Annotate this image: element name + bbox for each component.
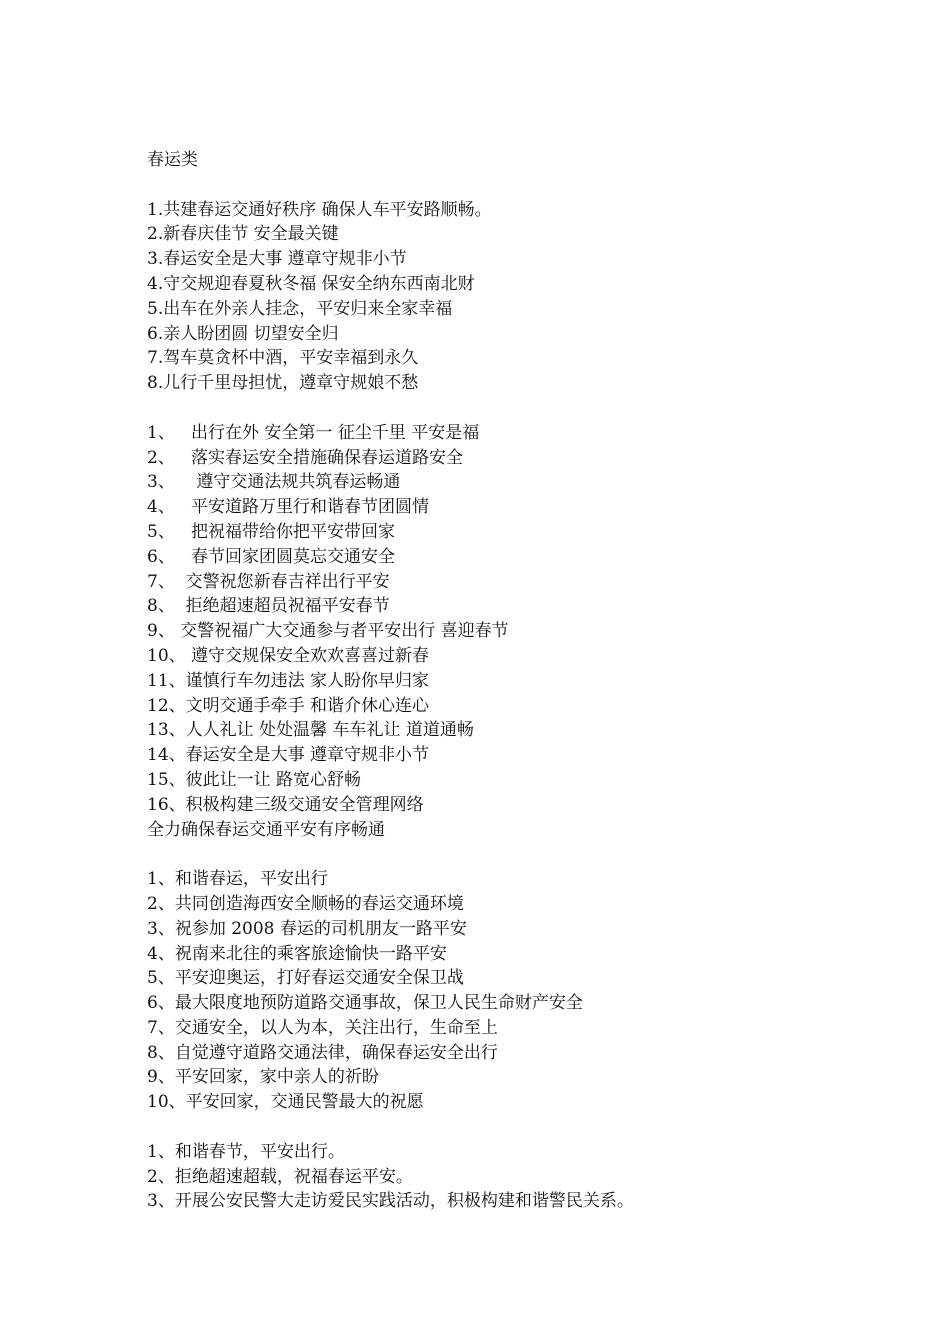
list-item: 3.春运安全是大事 遵章守规非小节	[147, 249, 407, 270]
list-item: 5、平安迎奥运，打好春运交通安全保卫战	[147, 968, 464, 989]
list-item: 4、 平安道路万里行和谐春节团圆情	[147, 497, 430, 518]
list-item: 2、 落实春运安全措施确保春运道路安全	[147, 447, 464, 468]
list-item: 14、春运安全是大事 遵章守规非小节	[147, 745, 430, 766]
list-item: 全力确保春运交通平安有序畅通	[147, 819, 385, 840]
list-item: 15、彼此让一让 路宽心舒畅	[147, 769, 362, 790]
list-item: 12、文明交通手牵手 和谐介休心连心	[147, 695, 430, 716]
list-item: 6、最大限度地预防道路交通事故，保卫人民生命财产安全	[147, 993, 583, 1014]
blank-line	[147, 396, 907, 421]
list-item: 11、谨慎行车勿违法 家人盼你早归家	[147, 670, 430, 691]
section-4	[147, 1140, 907, 1214]
list-item: 8、自觉遵守道路交通法律，确保春运安全出行	[147, 1042, 498, 1063]
section-3	[147, 867, 907, 1115]
document-title: 春运类	[147, 150, 198, 170]
list-item: 1.共建春运交通好秩序 确保人车平安路顺畅。	[147, 199, 492, 220]
list-item: 9、平安回家，家中亲人的祈盼	[147, 1067, 379, 1088]
list-item: 1、和谐春节，平安出行。	[147, 1141, 345, 1162]
list-item: 13、人人礼让 处处温馨 车车礼让 道道通畅	[147, 720, 474, 741]
list-item: 4、祝南来北往的乘客旅途愉快一路平安	[147, 943, 447, 964]
list-item: 2、共同创造海西安全顺畅的春运交通环境	[147, 893, 464, 914]
list-item: 2.新春庆佳节 安全最关键	[147, 224, 339, 245]
list-item: 7、 交警祝您新春吉祥出行平安	[147, 571, 390, 592]
list-item: 8.儿行千里母担忧，遵章守规娘不愁	[147, 373, 419, 394]
document-page	[147, 148, 907, 1214]
list-item: 4.守交规迎春夏秋冬福 保安全纳东西南北财	[147, 273, 475, 294]
list-item: 3、祝参加 2008 春运的司机朋友一路平安	[147, 918, 467, 939]
list-item: 10、 遵守交规保安全欢欢喜喜过新春	[147, 645, 430, 666]
list-item: 2、拒绝超速超载，祝福春运平安。	[147, 1166, 413, 1187]
list-item: 3、 遵守交通法规共筑春运畅通	[147, 472, 401, 493]
list-item: 16、积极构建三级交通安全管理网络	[147, 794, 424, 815]
list-item: 6.亲人盼团圆 切望安全归	[147, 323, 339, 344]
list-item: 7.驾车莫贪杯中酒，平安幸福到永久	[147, 348, 419, 369]
blank-line	[147, 173, 907, 198]
section-2	[147, 421, 907, 843]
blank-line	[147, 1115, 907, 1140]
list-item: 8、 拒绝超速超员祝福平安春节	[147, 596, 390, 617]
blank-line	[147, 842, 907, 867]
list-item: 9、 交警祝福广大交通参与者平安出行 喜迎春节	[147, 621, 509, 642]
list-item: 1、和谐春运，平安出行	[147, 869, 328, 890]
list-item: 7、交通安全，以人为本，关注出行，生命至上	[147, 1017, 498, 1038]
section-1	[147, 198, 907, 396]
list-item: 5.出车在外亲人挂念，平安归来全家幸福	[147, 298, 453, 319]
list-item: 10、平安回家，交通民警最大的祝愿	[147, 1092, 424, 1113]
list-item: 6、 春节回家团圆莫忘交通安全	[147, 546, 396, 567]
list-item: 5、 把祝福带给你把平安带回家	[147, 521, 396, 542]
list-item: 3、开展公安民警大走访爱民实践活动，积极构建和谐警民关系。	[147, 1191, 634, 1212]
list-item: 1、 出行在外 安全第一 征尘千里 平安是福	[147, 422, 480, 443]
